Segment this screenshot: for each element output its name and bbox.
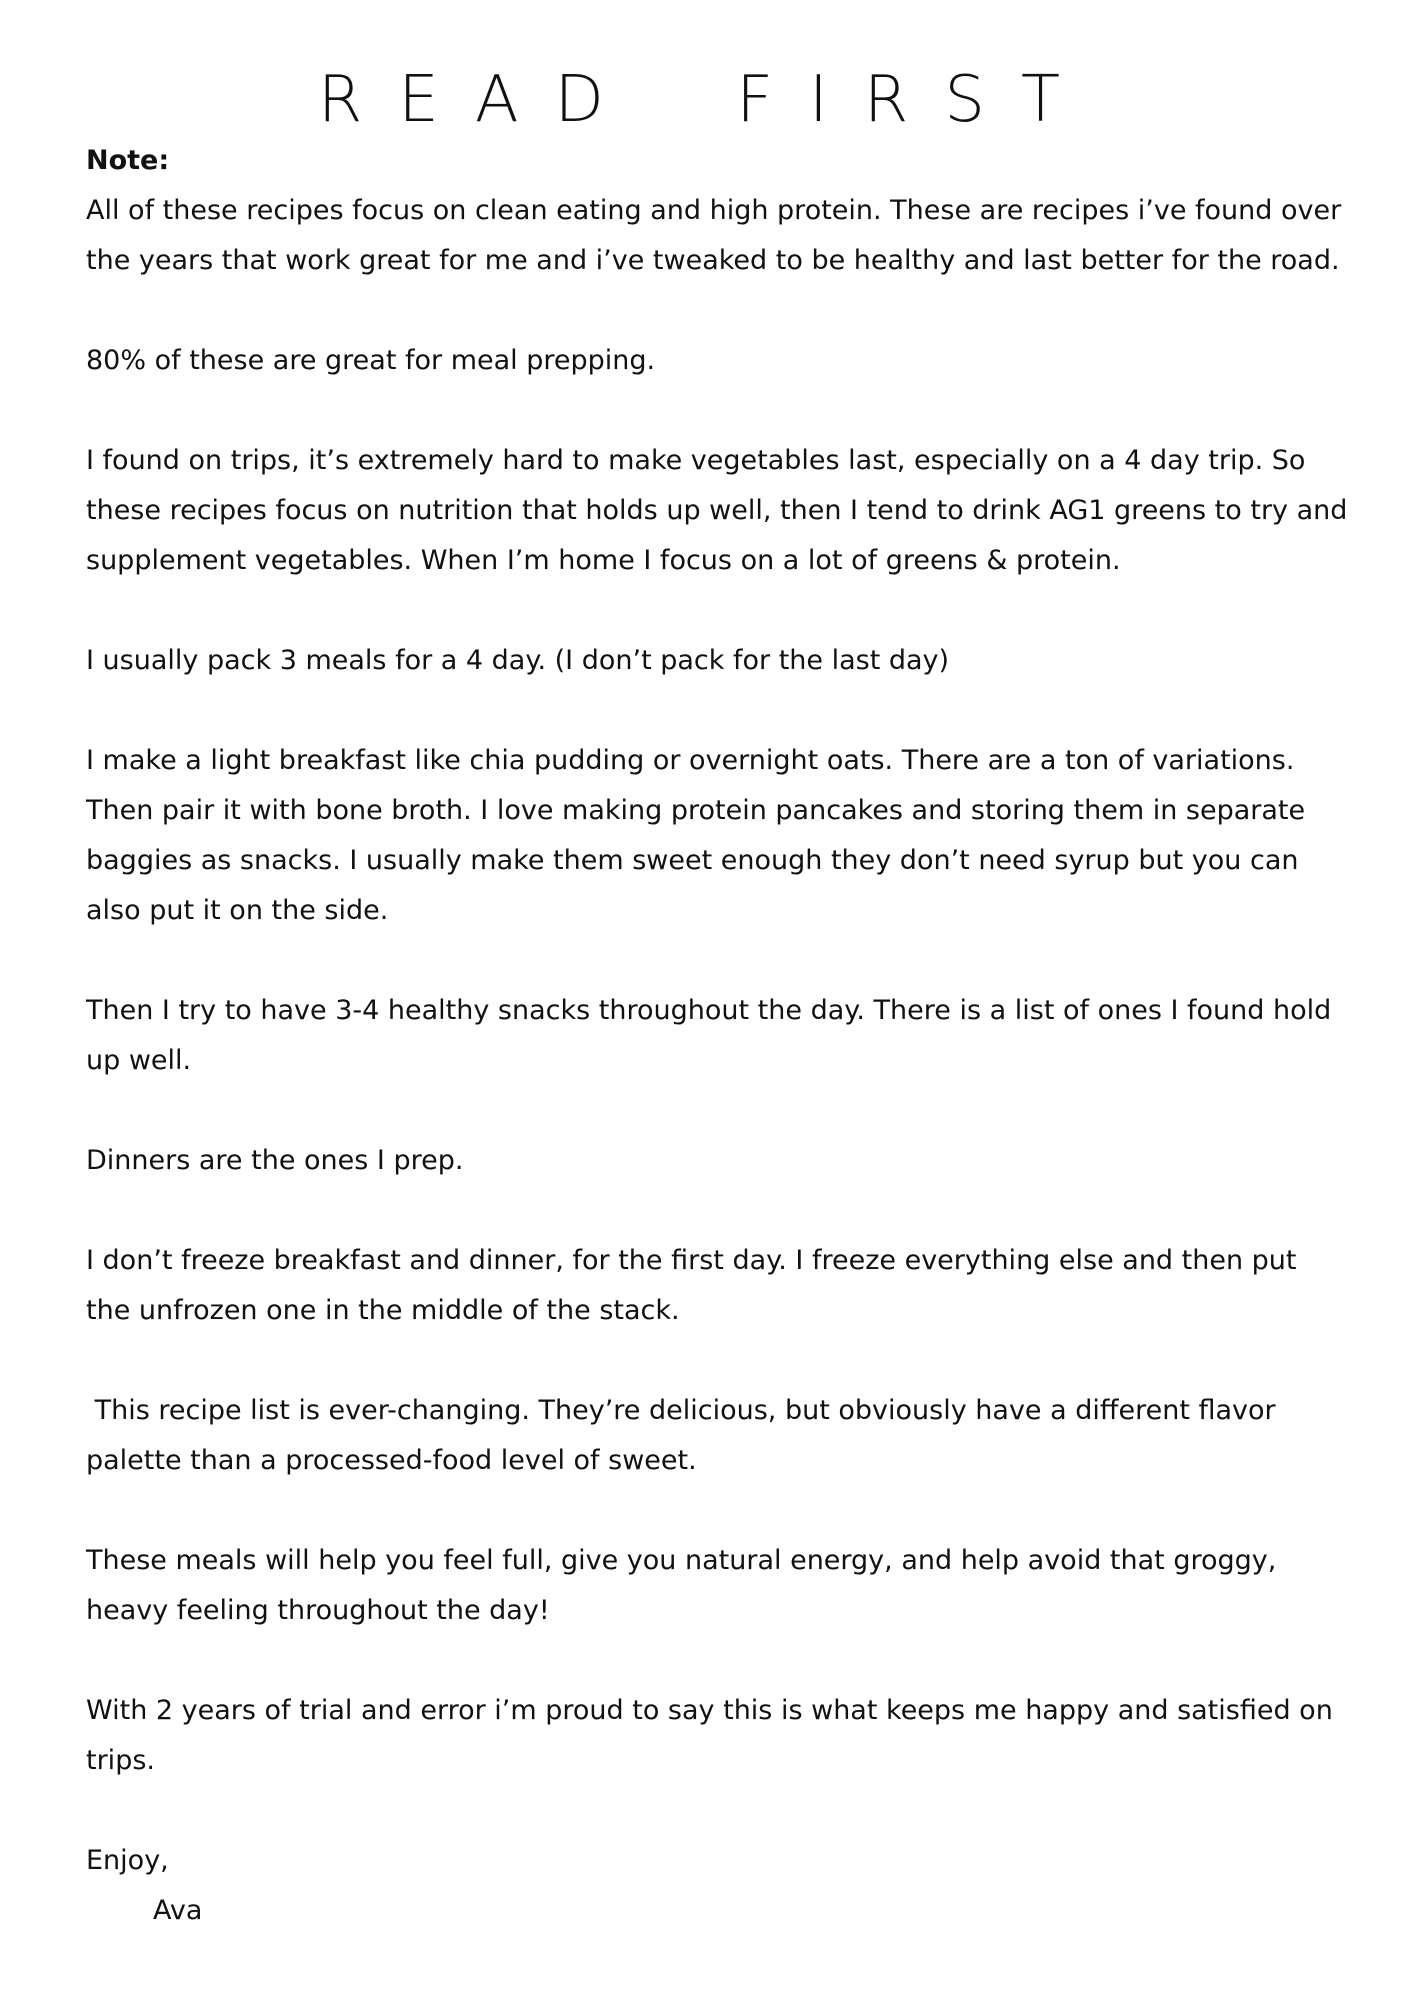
signature: Ava xyxy=(153,1895,203,1926)
paragraph-dinners: Dinners are the ones I prep. xyxy=(86,1145,464,1176)
note-label: Note: xyxy=(86,145,170,176)
paragraph-freezing: I don’t freeze breakfast and dinner, for the first day. I freeze everything else and then put the unfrozen one in the middle of the stack. xyxy=(86,1245,1297,1326)
signoff: Enjoy, xyxy=(86,1845,169,1876)
paragraph-meal-prepping: 80% of these are great for meal prepping. xyxy=(86,345,656,376)
paragraph-snacks: Then I try to have 3-4 healthy snacks throughout the day. There is a list of ones I found hold up well. xyxy=(86,995,1332,1076)
paragraph-intro: All of these recipes focus on clean eating and high protein. These are recipes i’ve found over the years that work great for me and i’ve tweaked to be healthy and last better for the road. xyxy=(86,195,1342,276)
paragraph-benefits: These meals will help you feel full, give you natural energy, and help avoid that groggy, heavy feeling throughout the day! xyxy=(86,1545,1277,1626)
paragraph-meals-packed: I usually pack 3 meals for a 4 day. (I don’t pack for the last day) xyxy=(86,645,950,676)
page-title: READ FIRST xyxy=(317,63,1097,137)
document-body xyxy=(86,136,1348,1936)
paragraph-recipe-list: This recipe list is ever-changing. They’re delicious, but obviously have a different flavor palette than a processed-food level of sweet. xyxy=(86,1395,1285,1476)
paragraph-trial-and-error: With 2 years of trial and error i’m proud to say this is what keeps me happy and satisfied on trips. xyxy=(86,1695,1333,1776)
paragraph-breakfast: I make a light breakfast like chia pudding or overnight oats. There are a ton of variations. Then pair it with bone broth. I love making protein pancakes and storing them in separate baggies as snacks. I usually make them sweet enough they don’t need syrup but you can also put it on the side. xyxy=(86,745,1306,926)
paragraph-vegetables: I found on trips, it’s extremely hard to make vegetables last, especially on a 4 day trip. So these recipes focus on nutrition that holds up well, then I tend to drink AG1 greens to try and supplement vegetables. When I’m home I focus on a lot of greens & protein. xyxy=(86,445,1348,576)
